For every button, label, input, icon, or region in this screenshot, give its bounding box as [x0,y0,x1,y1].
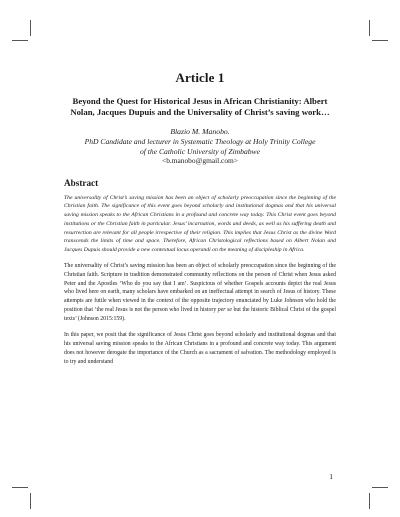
page-number: 1 [329,472,333,481]
abstract-text: The universality of Christ’s saving mission has been an object of scholarly preoccupation since the beginning of the Christian faith. The significance of this event goes beyond scholarly and institutional dogmas and that his universal saving mission speaks to the African Christians in a profound and concrete way today. This Christ event goes beyond institutions or the Christian faith in particular. Jesus’ incarnation, words and deeds, as well as his suffering death and resurrection are relevant for all people irrespective of their religion. This implies that Jesus Christ as the divine Word transcends the limits of time and space. Therefore, African Christological reflections based on Albert Nolan and Jacques Dupuis should provide a new contextual locus operandi on the meaning of discipleship in Africa. [64,194,336,253]
article-page [64,70,336,374]
author-email: <b.manobo@gmail.com> [162,156,238,166]
body-paragraph-2: In this paper, we posit that the significance of Jesus Christ goes beyond scholarly and institutional dogmas and that his universal saving mission speaks to the African Christians in a profound and concrete way today. This argument does not however derogate the importance of the Church as a sacrament of salvation. The methodology employed is to try and understand [64,332,336,365]
body-paragraph-1 [64,262,336,324]
abstract-heading: Abstract [64,177,99,188]
article-title: Beyond the Quest for Historical Jesus in African Christianity: Albert Nolan, Jacques Dupuis and the Universality of Christ’s saving work… [70,96,330,118]
author-affiliation-line1: PhD Candidate and lecturer in Systematic Theology at Holy Trinity College [84,137,316,146]
crop-mark-top-left-vertical [30,20,31,36]
crop-mark-top-left-horizontal [12,40,28,41]
body-paragraph-1-italic: per se [217,307,232,314]
author-name: Blazio M. Manobo. [170,127,230,137]
crop-mark-bottom-left-vertical [30,493,31,509]
crop-mark-top-right-vertical [369,20,370,36]
body-paragraph-1-text-a: The universality of Christ’s saving mission has been an object of scholarly preoccupation since the beginning of the Christian faith. Scripture in tradition demonstrated community reflections on the person of Christ when Jesus asked Peter and the Apostles ‘Who do you say that I am’. Suspicious of whether Gospels accounts depict the real Jesus who lived here on earth, many scholars have embarked on an ineffectual attempt in search of Jesus of history. These attempts are futile when viewed in the context of the opposite trajectory enunciated by Luke Johnson who hold the position that ‘the real Jesus is not the person who lived in history [64,262,336,314]
crop-mark-bottom-right-horizontal [372,487,388,488]
body-paragraph-1-text-b: but the historic Biblical Christ of the gospel texts’ (Johnson 2015:159). [64,307,336,323]
crop-mark-bottom-right-vertical [369,493,370,509]
author-affiliation-line2: of the Catholic University of Zimbabwe [139,146,260,156]
article-label: Article 1 [175,70,225,85]
crop-mark-top-right-horizontal [372,40,388,41]
crop-mark-bottom-left-horizontal [12,487,28,488]
